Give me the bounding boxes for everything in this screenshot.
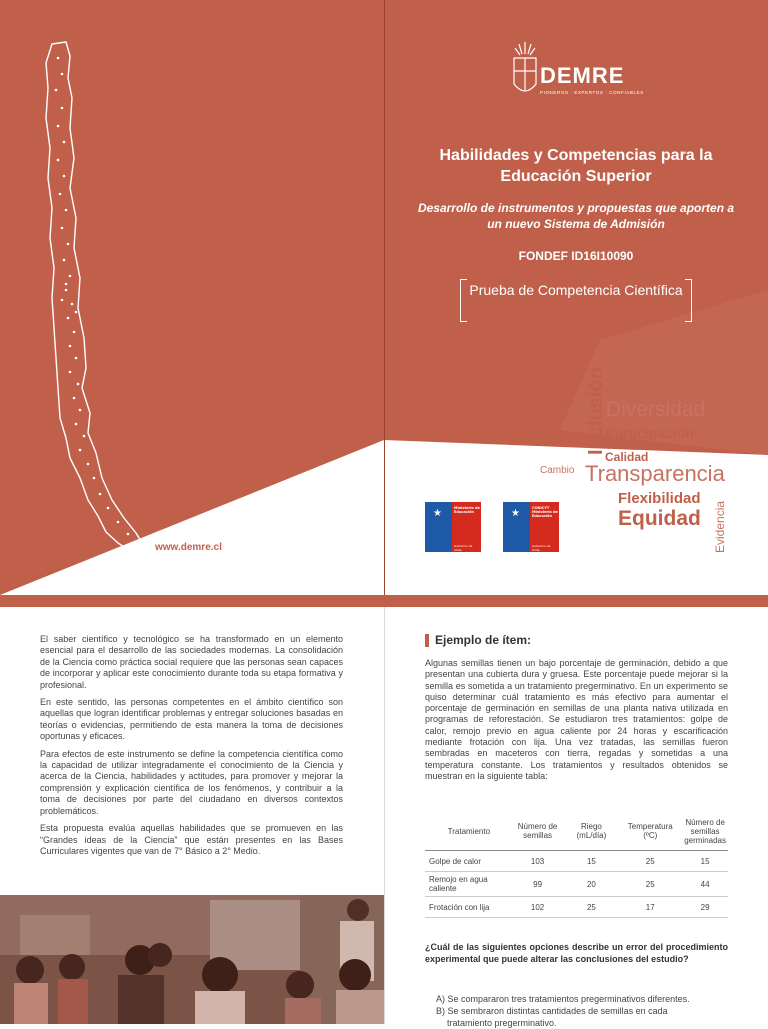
conicyt-gov-label: Gobierno de Chile <box>532 544 551 552</box>
word-diversidad: Diversidad <box>606 398 706 421</box>
word-inclusion: Inclusión <box>585 367 607 455</box>
table-header-row <box>425 812 728 851</box>
intro-text <box>40 634 343 863</box>
table-cell: Remojo en agua caliente <box>425 872 511 897</box>
mineduc-label: Ministerio de Educación <box>454 506 480 514</box>
intro-paragraph: En este sentido, las personas competentes en el ámbito científico son aquellas que logran identificar problemas y entregar soluciones basadas en teorías o evidencias, permitiendo de esta manera la toma de decisiones oportunas y eficaces. <box>40 697 343 742</box>
demre-logo-text: DEMRE <box>540 63 625 88</box>
classroom-photo <box>0 895 384 1024</box>
conicyt-label: CONICYT Ministerio de Educación <box>532 506 558 518</box>
project-code: FONDEF ID16I10090 <box>518 249 634 263</box>
table-cell: 15 <box>564 851 618 872</box>
divider-band <box>0 595 768 607</box>
flag-blue-lower <box>425 529 452 552</box>
star-icon: ★ <box>433 508 442 519</box>
question-text: ¿Cuál de las siguientes opciones describe un error del procedimiento experimental que puede alterar las conclusiones del estudio? <box>425 942 728 964</box>
table-header: Tratamiento <box>425 812 511 851</box>
example-stimulus: Algunas semillas tienen un bajo porcentaje de germinación, debido a que presentan una cubierta dura y gruesa. Este porcentaje puede mejorar si la semilla es sometida a un tratamiento pregerminativo. En un experimento se quiso determinar cuál tratamiento es más efectivo para aumentar el porcentaje de germinación en semillas de una planta nativa utilizada en programas de reforestación. Se estudiaron tres tratamientos: golpe de calor, remojo previo en agua caliente por 24 horas y escarificación mediante frotación con lija. Una vez tratadas, las semillas fueron sembradas en maceteros con tierra, regadas y sometidas a una temperatura constante. Los tratamientos y resultados obtenidos se muestran en la siguiente tabla: <box>425 658 728 781</box>
intro-paragraph: El saber científico y tecnológico se ha transformado en un elemento esencial para el desarrollo de las sociedades modernas. La consolidación de la Ciencia como práctica social requiere que las personas sean capaces de incorporar y aplicar este conocimiento durante toda su etapa formativa y profesional. <box>40 634 343 690</box>
intro-paragraph: Para efectos de este instrumento se define la competencia científica como la capacidad de utilizar integradamente el conocimiento de la Ciencia y acerca de la Ciencia, habilidades y actitudes, para promover y mejorar la comprensión y explicación científica de los fenómenos, y contribuir a la toma de decisiones por parte del ciudadano en diversos contextos problemáticos. <box>40 748 343 816</box>
table-row <box>425 872 728 897</box>
table-cell: 25 <box>618 872 682 897</box>
answer-option-continued: tratamiento pregerminativo. <box>447 1018 557 1028</box>
word-evidencia: Evidencia <box>713 500 727 553</box>
mineduc-gov-label: Gobierno de Chile <box>454 544 473 552</box>
table-cell: 99 <box>511 872 565 897</box>
word-equidad: Equidad <box>618 507 701 530</box>
word-participacion: Participación <box>606 425 694 441</box>
word-calidad: Calidad <box>605 450 649 464</box>
table-row <box>425 851 728 872</box>
table-header: Temperatura (ºC) <box>618 812 682 851</box>
table-cell: 29 <box>682 897 728 918</box>
table-cell: Frotación con lija <box>425 897 511 918</box>
table-cell: 44 <box>682 872 728 897</box>
table-row <box>425 897 728 918</box>
mineduc-logo <box>425 502 481 552</box>
word-cambio: Cambio <box>540 465 575 476</box>
conicyt-logo <box>503 502 559 552</box>
star-icon: ★ <box>511 508 520 519</box>
table-cell: 102 <box>511 897 565 918</box>
word-transparencia: Transparencia <box>585 461 725 486</box>
example-title: Ejemplo de ítem: <box>425 633 531 647</box>
cover-title: Habilidades y Competencias para la Educación Superior <box>439 147 713 185</box>
results-table <box>425 812 728 918</box>
test-name-box <box>460 279 692 320</box>
table-cell: 25 <box>618 851 682 872</box>
word-flexibilidad: Flexibilidad <box>618 490 701 507</box>
cover-subtitle: Desarrollo de instrumentos y propuestas que aporten a un nuevo Sistema de Admisión <box>417 201 735 231</box>
table-header: Número de semillas <box>511 812 565 851</box>
page-fold-line <box>384 607 385 1024</box>
table-header: Riego (mL/día) <box>564 812 618 851</box>
cover-fold-line <box>384 0 385 595</box>
answer-option[interactable]: B) Se sembraron distintas cantidades de semillas en cada <box>436 1006 668 1016</box>
intro-paragraph: Esta propuesta evalúa aquellas habilidades que se promueven en las “Grandes ideas de la Ciencia” que están presentes en las Bases Curriculares vigentes que van de 7° Básico a 2° Medio. <box>40 823 343 856</box>
table-cell: 20 <box>564 872 618 897</box>
table-cell: Golpe de calor <box>425 851 511 872</box>
chile-map-illustration <box>40 38 150 558</box>
table-cell: 25 <box>564 897 618 918</box>
website-url[interactable]: www.demre.cl <box>155 542 222 553</box>
table-cell: 15 <box>682 851 728 872</box>
flag-blue-lower <box>503 529 530 552</box>
answer-option[interactable]: A) Se compararon tres tratamientos pregerminativos diferentes. <box>436 994 690 1004</box>
test-name: Prueba de Competencia Científica <box>469 282 683 298</box>
table-cell: 17 <box>618 897 682 918</box>
demre-logo-tagline: PIONEROS · EXPERTOS · CONFIABLES <box>540 90 644 95</box>
table-cell: 103 <box>511 851 565 872</box>
table-header: Número de semillas germinadas <box>682 812 728 851</box>
